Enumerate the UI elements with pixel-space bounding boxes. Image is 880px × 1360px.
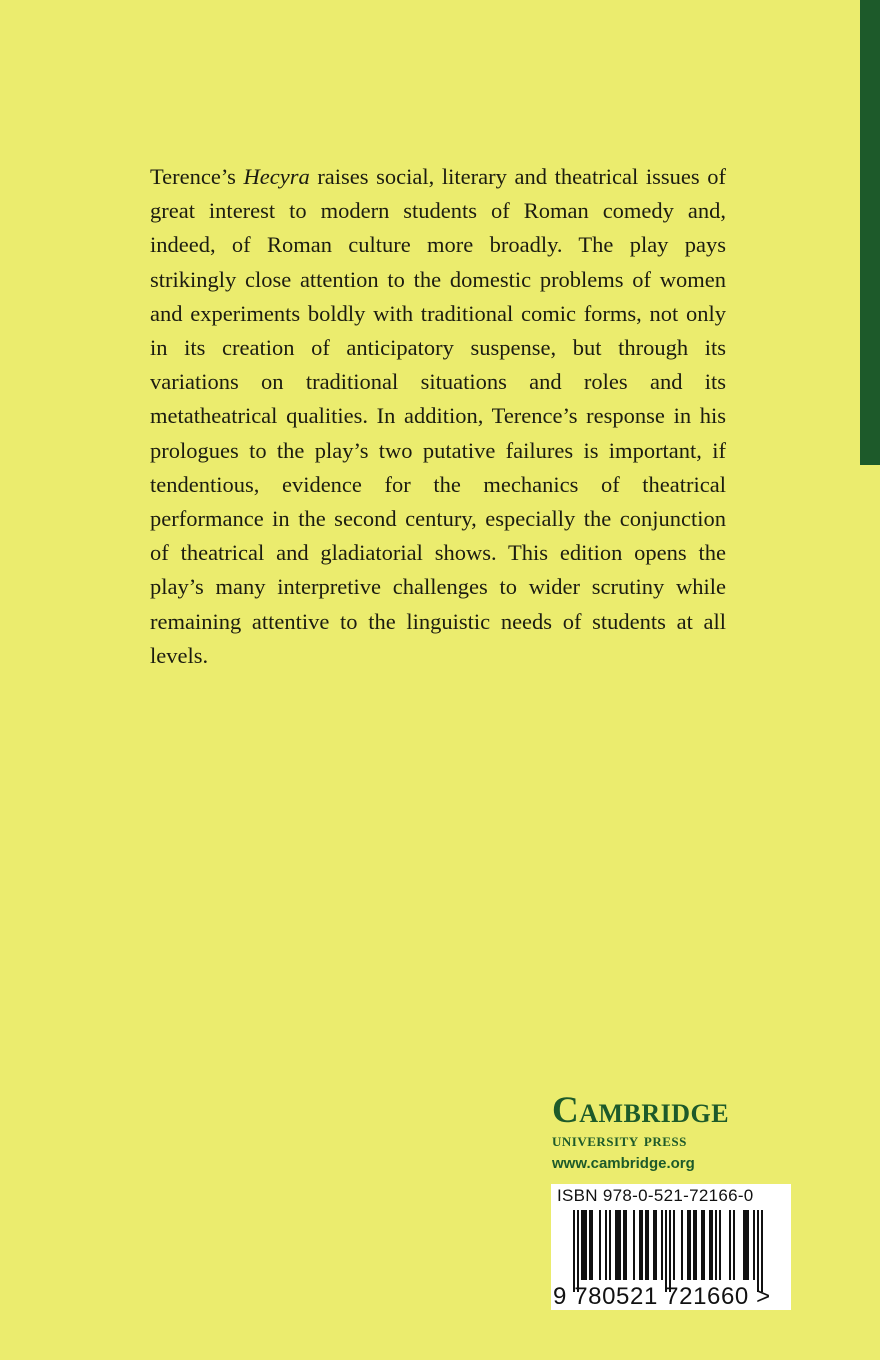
barcode-bar <box>583 1210 585 1280</box>
publisher-logo <box>552 1092 792 1176</box>
barcode-bar <box>577 1210 579 1292</box>
publisher-url: www.cambridge.org <box>552 1155 695 1172</box>
barcode-bar <box>641 1210 643 1280</box>
isbn-label: ISBN 978-0-521-72166-0 <box>557 1186 754 1205</box>
barcode-bar <box>639 1210 641 1280</box>
blurb-body: raises social, literary and theatrical issues of great interest to modern students of Roman comedy and, indeed, of Roman culture more broadly. The play pays strikingly close attention to the domestic problems of women and experiments boldly with traditional comic forms, not only in its creation of anticipatory suspense, but through its variations on traditional situations and roles and its metatheatrical qualities. In addition, Terence’s response in his prologues to the play’s two putative failures is important, if tendentious, evidence for the mechanics of theatrical performance in the second century, especially the conjunction of theatrical and gladiatorial shows. This edition opens the play’s many interpretive challenges to wider scrutiny while remaining attentive to the linguistic needs of students at all levels. <box>150 164 726 668</box>
barcode-bar <box>711 1210 713 1280</box>
barcode-bar <box>709 1210 711 1280</box>
barcode-bar <box>599 1210 601 1280</box>
barcode-bar <box>647 1210 649 1280</box>
barcode-bar <box>681 1210 683 1280</box>
barcode-bar <box>585 1210 587 1280</box>
barcode-bar <box>573 1210 575 1292</box>
spine-color-strip <box>860 0 880 465</box>
barcode-bar <box>701 1210 703 1280</box>
barcode-bar <box>591 1210 593 1280</box>
barcode-bar <box>665 1210 667 1292</box>
barcode-bar <box>753 1210 755 1280</box>
barcode-bar <box>757 1210 759 1292</box>
barcode-bar <box>581 1210 583 1280</box>
barcode-bar <box>695 1210 697 1280</box>
barcode-bar <box>719 1210 721 1280</box>
barcode-bar <box>609 1210 611 1280</box>
barcode-bar <box>617 1210 619 1280</box>
back-cover-blurb <box>150 160 726 673</box>
barcode-digits: 9 780521 721660 > <box>553 1283 771 1310</box>
barcode-bar <box>623 1210 625 1280</box>
blurb-lead: Terence’s <box>150 164 244 189</box>
publisher-name: Cambridge <box>552 1090 730 1131</box>
barcode-bar <box>693 1210 695 1280</box>
barcode-bar <box>655 1210 657 1280</box>
barcode-bar <box>661 1210 663 1280</box>
barcode-bar <box>669 1210 671 1292</box>
play-title: Hecyra <box>243 164 310 189</box>
barcode-bar <box>733 1210 735 1280</box>
barcode-bar <box>645 1210 647 1280</box>
barcode-bar <box>653 1210 655 1280</box>
barcode-bar <box>703 1210 705 1280</box>
barcode-bar <box>633 1210 635 1280</box>
barcode-bar <box>747 1210 749 1280</box>
barcode-bar <box>729 1210 731 1280</box>
barcode-bar <box>589 1210 591 1280</box>
barcode-bar <box>615 1210 617 1280</box>
publisher-subline: university press <box>552 1130 687 1151</box>
barcode-bar <box>619 1210 621 1280</box>
isbn-barcode <box>551 1184 791 1310</box>
barcode-bar <box>689 1210 691 1280</box>
barcode-bar <box>673 1210 675 1280</box>
barcode-bar <box>687 1210 689 1280</box>
barcode-bar <box>715 1210 717 1280</box>
barcode-bar <box>625 1210 627 1280</box>
barcode-bar <box>761 1210 763 1292</box>
barcode-bar <box>743 1210 745 1280</box>
barcode-bar <box>605 1210 607 1280</box>
barcode-bar <box>745 1210 747 1280</box>
